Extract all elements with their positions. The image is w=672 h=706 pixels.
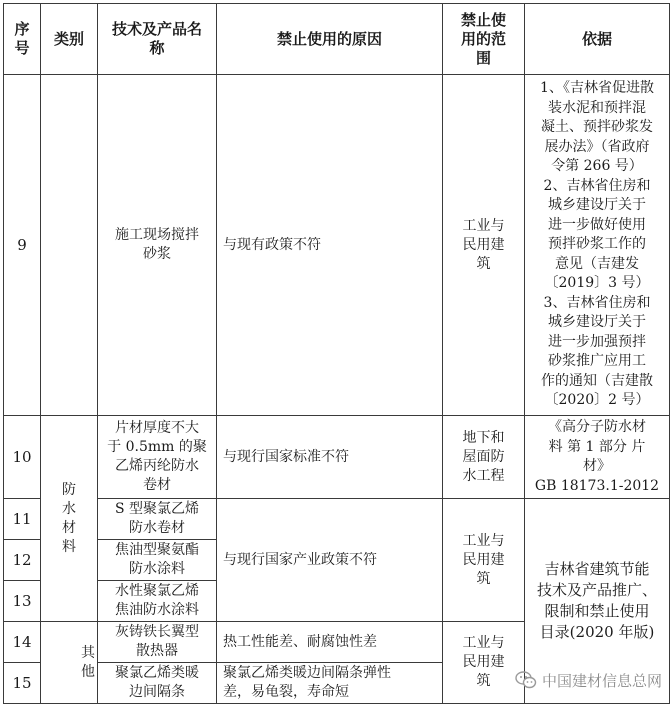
- row-reason: 聚氯乙烯类暖边间隔条弹性 差，易龟裂，寿命短: [217, 663, 443, 704]
- row-seq: 13: [4, 581, 41, 622]
- row-basis: 《高分子防水材 料 第 1 部分 片 材》 GB 18173.1-2012: [525, 416, 670, 499]
- row-seq: 14: [4, 622, 41, 663]
- row-scope: 地下和 屋面防 水工程: [443, 416, 525, 499]
- row-reason: 热工性能差、耐腐蚀性差: [217, 622, 443, 663]
- row-scope: 工业与 民用建 筑: [443, 75, 525, 416]
- row-basis: 1、《吉林省促进散 装水泥和预拌混 凝土、预拌砂浆发 展办法》（省政府 令第 266 号） 2、吉林省住房和 城乡建设厅关于 进一步做好使用 预拌砂浆工作的 意见（吉建发 〔2019〕3 号） 3、吉林省住房和 城乡建设厅关于 进一步加强预拌 砂浆推广应用工 作的通知（吉建散 〔2020〕2 号）: [525, 75, 670, 416]
- header-category: 类别: [41, 4, 98, 75]
- row-seq: 11: [4, 499, 41, 540]
- row-seq: 10: [4, 416, 41, 499]
- group-basis: 吉林省建筑节能 技术及产品推广、 限制和禁止使用 目录(2020 年版): [525, 499, 670, 704]
- row-tech: 灰铸铁长翼型 散热器: [98, 622, 217, 663]
- wechat-icon: [514, 668, 538, 692]
- table-row: [4, 499, 670, 540]
- table-row: [4, 416, 670, 499]
- watermark-text: 中国建材信息总网: [541, 671, 662, 690]
- row-seq: 15: [4, 663, 41, 704]
- header-reason: 禁止使用的原因: [217, 4, 443, 75]
- row-tech: 片材厚度不大 于 0.5mm 的聚 乙烯丙纶防水 卷材: [98, 416, 217, 499]
- row-reason: 与现有政策不符: [217, 75, 443, 416]
- category-other: 其 他: [41, 622, 98, 704]
- header-seq: 序 号: [4, 4, 41, 75]
- prohibited-tech-table: [3, 3, 670, 704]
- table-row: [4, 75, 670, 416]
- row-seq: 9: [4, 75, 41, 416]
- group-scope: 工业与 民用建 筑: [443, 499, 525, 622]
- header-basis: 依据: [525, 4, 670, 75]
- row-tech: 施工现场搅拌 砂浆: [98, 75, 217, 416]
- category-waterproof: 防 水 材 料: [41, 416, 98, 622]
- row-tech: 水性聚氯乙烯 焦油防水涂料: [98, 581, 217, 622]
- watermark: [514, 668, 662, 692]
- header-scope: 禁止使 用的范 围: [443, 4, 525, 75]
- header-tech: 技术及产品名 称: [98, 4, 217, 75]
- group-reason: 与现行国家产业政策不符: [217, 499, 443, 622]
- row-seq: 12: [4, 540, 41, 581]
- row-tech: 焦油型聚氨酯 防水涂料: [98, 540, 217, 581]
- group-scope-other: 工业与 民用建 筑: [443, 622, 525, 704]
- row-tech: S 型聚氯乙烯 防水卷材: [98, 499, 217, 540]
- row-reason: 与现行国家标准不符: [217, 416, 443, 499]
- row-category: [41, 75, 98, 416]
- row-tech: 聚氯乙烯类暖 边间隔条: [98, 663, 217, 704]
